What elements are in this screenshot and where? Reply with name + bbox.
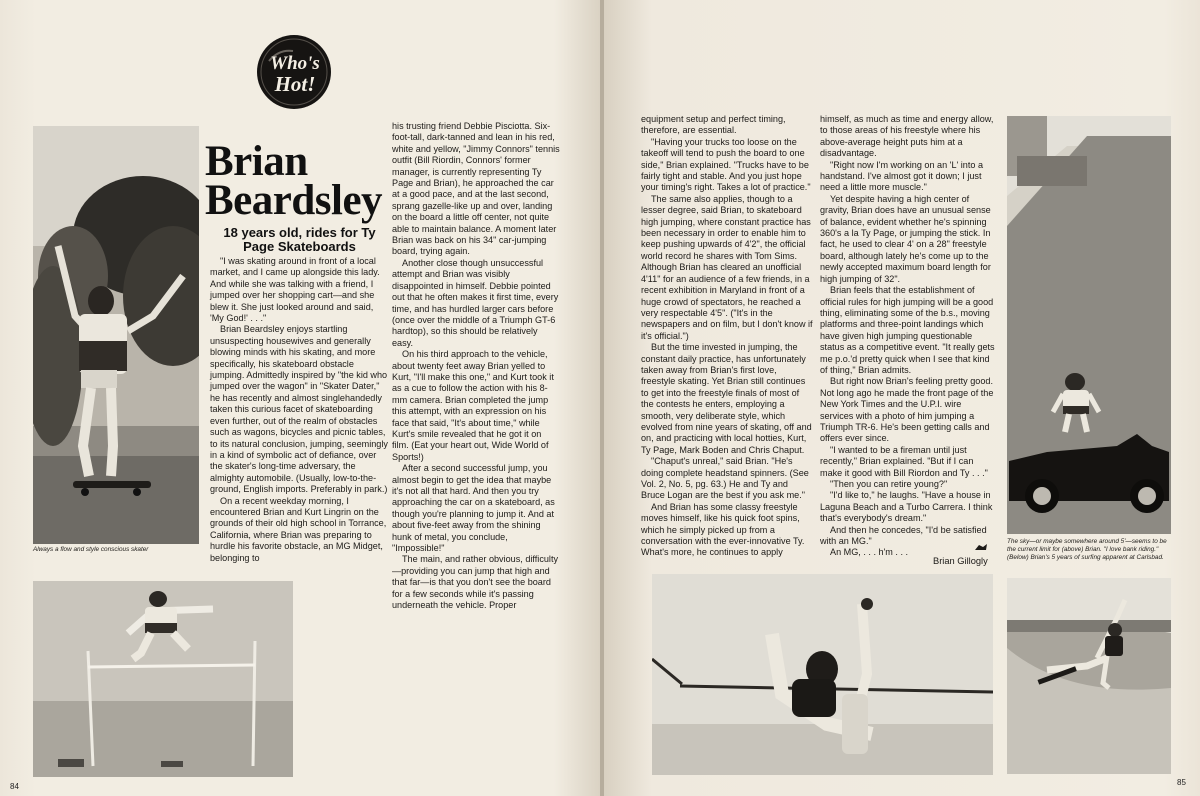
photo-high-jump-bar xyxy=(33,581,293,777)
paragraph: "I was skating around in front of a local market, and I came up alongside this lady. And while she was talking with a friend, I jumped over her shopping cart—and she blew it. She just looked around and said, 'My God!' . . ." xyxy=(210,256,380,324)
article-column-4 xyxy=(820,114,996,559)
photo-car-jump xyxy=(1007,116,1171,534)
paragraph: "Chaput's unreal," said Brian. "He's doing complete headstand spinners. (See Vol. 2, No. 5, pg. 63.) He and Ty and Bruce Logan are the best if you ask me." xyxy=(641,456,809,501)
paragraph: On his third approach to the vehicle, about twenty feet away Brian yelled to Kurt, "I'll make this one," and Kurt took it as a cue to follow the action with his 8-mm camera. Brian completed the jump this attempt, with an expression on his face that said, "It's about time," while Kurt's smile revealed that he got it on film. (Eat your heart out, Wide World of Sports!) xyxy=(392,349,554,462)
headline-first-name: Brian xyxy=(205,138,308,185)
paragraph: Brian feels that the establishment of official rules for high jumping will be a good thing, eliminating some of the b.s., moving platforms and three-point landings which have given high jumping questionable status as a competitive event. "It really gets me p.o.'d pretty quick when I see that kind of thing," Brian admits. xyxy=(820,285,995,375)
article-column-1 xyxy=(210,256,388,564)
paragraph: "Then you can retire young?" xyxy=(830,479,948,489)
photo-bank-riding xyxy=(652,574,993,775)
end-mark-icon xyxy=(974,543,988,552)
paragraph: After a second successful jump, you almost begin to get the idea that maybe it's not all that hard. And then you try approaching the car on a skateboard, as though you're planning to jump it. And at about five-feet away from the shining hunk of metal, you conclude, "Impossible!" xyxy=(392,463,555,554)
badge-line2: Hot! xyxy=(274,72,316,96)
paragraph: And then he concedes, "I'd be satisfied with an MG." xyxy=(820,524,987,547)
headline xyxy=(205,138,383,224)
paragraph: Brian Beardsley enjoys startling unsuspecting housewives and generally blowing minds with his skating, and more specifically, his skateboard obstacle jumping. Admittedly inspired by "the kid who jumped over the wagon" in "Skater Dater," he has recently and almost singlehandedly taken this curious facet of skateboarding even further, out of the realm of obstacles such as wagons, bicycles and picnic tables, to its natural conclusion, jumping, seemingly in a kind of symbolic act of defiance, over the skater's long-time adversary, the almighty automobile. (Usually, low-to-the-ground, English imports. Preferably in park.) xyxy=(210,324,388,495)
paragraph: "Having your trucks too loose on the takeoff will tend to push the board to one side," Brian explained. "Trucks have to be fairly tight and stable. And you just hope your timing's right. Takes a lot of practice." xyxy=(641,136,811,193)
paragraph: An MG, . . . h'm . . . xyxy=(830,547,909,558)
paragraph: The same also applies, though to a lesser degree, said Brian, to skateboard high jumping, where constant practice has been necessary in order to enable him to keep pushing upwards of 4'2", the official world record he shares with Tom Sims. Although Brian has cleared an unofficial 4'11" for an audience of a few friends, in a recent exhibition in Maryland in front of a huge crowd of spectators, he reached a very respectable 4'5". ("It's in the newspapers and on film, but I don't know if it's official.") xyxy=(641,193,813,341)
paragraph: equipment setup and perfect timing, therefore, are essential. xyxy=(641,114,786,136)
paragraph: his trusting friend Debbie Pisciotta. Six-foot-tall, dark-tanned and lean in his red, white and yellow, "Jimmy Connors" tennis outfit (Bill Riordin, Connors' former manager, is currently representing Ty Page and Brian), he approached the car at a good pace, and at the last second, sprang gazelle-like up and over, landing on the board a little off center, not quite able to maintain balance. A moment later Brian was back on his 34" car-jumping board, trying again. xyxy=(392,121,560,257)
byline: Brian Gillogly xyxy=(933,556,988,566)
paragraph: On a recent weekday morning, I encountered Brian and Kurt Lingrin on the grounds of their old high school in Torrance, California, where Brian was preparing to hurdle his favorite obstacle, an MG Midget, belonging to xyxy=(210,495,387,563)
paragraph: "I wanted to be a fireman until just recently," Brian explained. "But if I can make it good with Bill Riordon and Ty . . ." xyxy=(820,444,988,478)
paragraph: "Right now I'm working on an 'L' into a handstand. I've almost got it down; I just need a little more muscle." xyxy=(820,159,984,193)
caption-right-photo: The sky—or maybe somewhere around 5'—seems to be the current limit for (above) Brian. "I love bank riding." (Below) Brian's 5 years of surfing apparent at Carlsbad. xyxy=(1007,538,1167,561)
paragraph: And Brian has some classy freestyle moves himself, like his quick foot spins, which he simply picked up from a conversation with the ever-innovative Ty. What's more, he continues to apply xyxy=(641,501,805,558)
page-number-right: 85 xyxy=(1177,778,1186,787)
whos-hot-logo xyxy=(255,33,333,111)
caption-left-photo: Always a flow and style conscious skater xyxy=(33,546,149,553)
right-page xyxy=(604,0,1200,796)
article-column-3 xyxy=(641,114,813,559)
subhead: 18 years old, rides for Ty Page Skateboards xyxy=(223,225,376,254)
paragraph: Yet despite having a high center of gravity, Brian does have an unusual sense of balance, evident whether he's spinning 360's a la Ty Page, or jumping the stick. In fact, he used to clear 4' on a 28" freestyle board, although lately he's come up to the newly accepted maximum board length for high jumping of 32". xyxy=(820,193,991,284)
paragraph: The main, and rather obvious, difficulty—providing you can jump that high and that far—is that you don't see the board for a few seconds while it's passing underneath the vehicle. Proper xyxy=(392,554,559,611)
paragraph: "I'd like to," he laughs. "Have a house in Laguna Beach and a Turbo Carrera. I think that's everybody's dream." xyxy=(820,490,993,524)
paragraph: But the time invested in jumping, the constant daily practice, has unfortunately taken away from Brian's first love, freestyle skating. Yet Brian still continues to get into the freestyle finals of most of the contests he enters, employing a smooth, very deliberate style, which evolved from nine years of skating, off and on, and practicing with local hotties, Kurt, Ty Page, Mark Boden and Chris Chaput. xyxy=(641,342,812,455)
badge-line1: Who's xyxy=(270,53,320,74)
photo-flow-style-skater xyxy=(33,126,199,544)
paragraph: But right now Brian's feeling pretty good. Not long ago he made the front page of the New York Times and the U.P.I. wire services with a photo of him jumping a Triumph TR-6. He's been getting calls and offers ever since. xyxy=(820,376,994,444)
article-column-2 xyxy=(392,121,560,611)
headline-last-name: Beardsley xyxy=(205,177,383,224)
whos-hot-badge xyxy=(255,33,333,111)
page-number-left: 84 xyxy=(10,782,19,791)
paragraph: Another close though unsuccessful attempt and Brian was visibly disappointed in himself. Debbie pointed out that he often makes it first time, every time, and has hurdled larger cars before (once over the middle of a Triumph GT-6 hardtop), so this should be relatively easy. xyxy=(392,257,559,348)
photo-surf-style-carlsbad xyxy=(1007,578,1171,774)
paragraph: himself, as much as time and energy allow, to those areas of his freestyle where his above-average height puts him at a disadvantage. xyxy=(820,114,994,159)
